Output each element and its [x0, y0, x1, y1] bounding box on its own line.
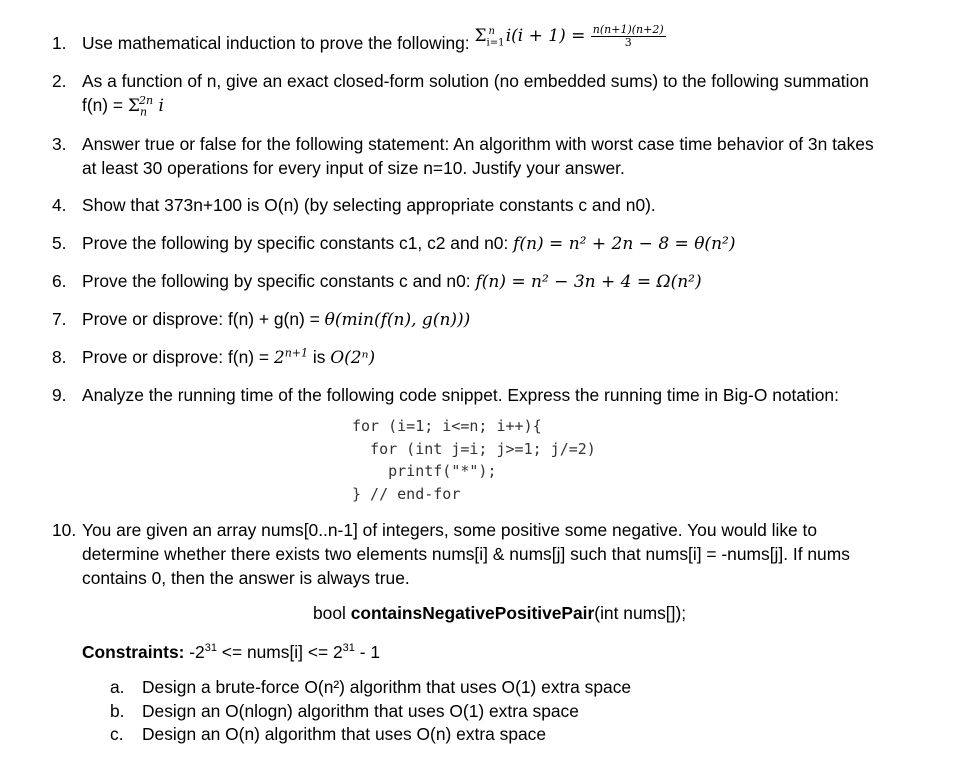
question-4: [52, 193, 656, 217]
question-6: [52, 269, 702, 294]
power-term: $2^{n+1}$: [273, 346, 308, 368]
question-line: f(n) =: [82, 95, 128, 115]
question-line: Answer true or false for the following statement: An algorithm with worst case time behavior of 3n takes: [82, 134, 874, 154]
question-number: 4.: [52, 195, 67, 215]
code-line: } // end-for: [352, 484, 461, 503]
question-5: [52, 231, 735, 256]
question-number: 9.: [52, 385, 67, 405]
function-name: containsNegativePositivePair: [350, 603, 595, 623]
formula: f(n) = n² − 3n + 4 = Ω(n²): [475, 272, 702, 292]
question-3: [52, 132, 874, 180]
fraction: $\frac{n(n+1)(n+2)}{3}$: [592, 23, 664, 49]
question-8: 8. Prove or disprove: $f(n) = 2^{n+1}$ is O(2ⁿ): [52, 346, 376, 368]
formula: O(2ⁿ): [330, 348, 376, 368]
function-signature: bool containsNegativePositivePair(int nums[]);: [313, 603, 687, 623]
question-2: [52, 69, 869, 118]
question-text: Show that 373n+100 is O(n) (by selecting appropriate constants c and n0).: [82, 195, 656, 215]
question-number: 10.: [52, 520, 77, 540]
question-number: 1.: [52, 33, 67, 53]
question-text: Prove or disprove: f(n) + g(n) =: [82, 309, 325, 329]
formula: f(n) = n² + 2n − 8 = θ(n²): [513, 234, 736, 254]
question-number: 5.: [52, 233, 67, 253]
constraints-label: Constraints:: [82, 642, 185, 662]
question-line: As a function of n, give an exact closed-form solution (no embedded sums) to the following summation: [82, 71, 869, 91]
sub-item-c: c. Design an O(n) algorithm that uses O(n) extra space: [110, 724, 547, 744]
question-text: Prove or disprove: f(n) =: [82, 347, 274, 367]
question-10: [52, 518, 932, 590]
formula: θ(min(f(n), g(n))): [324, 310, 471, 330]
sub-item-a: a. Design a brute-force O(n²) algorithm that uses O(1) extra space: [110, 677, 632, 697]
question-number: 6.: [52, 271, 67, 291]
question-text: Prove the following by specific constants c1, c2 and n0:: [82, 233, 514, 253]
question-text: Prove the following by specific constants c and n0:: [82, 271, 476, 291]
question-7: [52, 307, 470, 332]
code-line: printf("*");: [352, 462, 497, 480]
sum-formula: $\Sigma_{i=1}^n$ i(i + 1) = $\frac{n(n+1)(n+2)}{3}$: [474, 23, 664, 49]
summation-formula: $\Sigma_n^{2n}$ i: [127, 94, 164, 119]
code-snippet: [352, 415, 596, 505]
question-text: Analyze the running time of the following code snippet. Express the running time in Big-O notation:: [82, 385, 839, 405]
question-line: contains 0, then the answer is always true.: [82, 568, 410, 588]
question-number: 3.: [52, 134, 67, 154]
sub-item-b: b. Design an O(nlogn) algorithm that uses O(1) extra space: [110, 701, 579, 721]
question-line: at least 30 operations for every input of size n=10. Justify your answer.: [82, 158, 625, 178]
question-number: 8.: [52, 347, 67, 367]
question-line: determine whether there exists two elements nums[i] & nums[j] such that nums[i] = -nums[j]. If nums: [82, 544, 850, 564]
question-number: 2.: [52, 71, 67, 91]
question-9: [52, 383, 839, 407]
question-number: 7.: [52, 309, 67, 329]
question-text: Use mathematical induction to prove the following:: [82, 33, 470, 53]
code-line: for (i=1; i<=n; i++){: [352, 417, 542, 435]
question-1: [52, 23, 666, 57]
code-line: for (int j=i; j>=1; j/=2): [352, 439, 596, 458]
constraints: Constraints: $-2^{31}$ <= nums[i] <= $2^{31} - 1$: [82, 642, 381, 662]
question-line: You are given an array nums[0..n-1] of integers, some positive some negative. You would like to: [82, 520, 818, 540]
